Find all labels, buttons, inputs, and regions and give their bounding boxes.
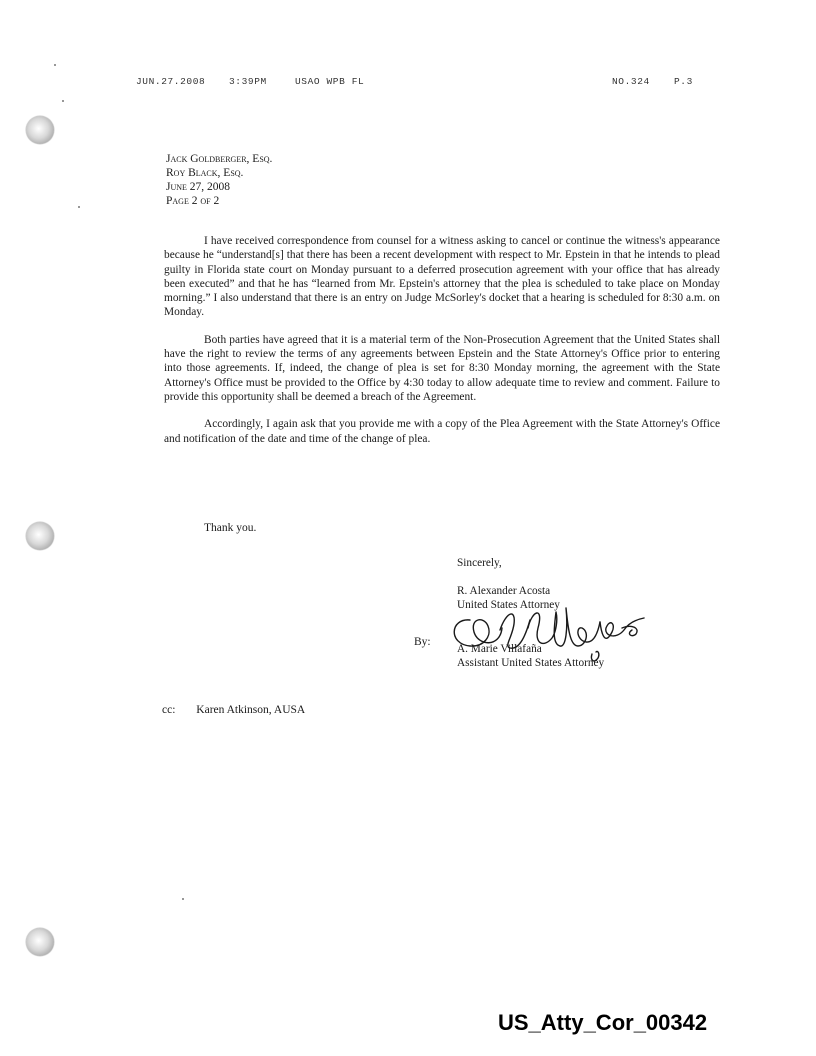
us-attorney-title: United States Attorney (457, 599, 560, 611)
letter-date: June 27, 2008 (166, 181, 231, 193)
cc-recipient: Karen Atkinson, AUSA (196, 704, 306, 716)
body-paragraph: I have received correspondence from counsel for a witness asking to cancel or continue the witness's appearance because he “understand[s] that there has been a recent development with respect to Mr. Epstein in that he intends to plead guilty in Florida state court on Monday pursuant to a deferred prosecution agreement with your office that has already been executed” and that he has “learned from Mr. Epstein's attorney that the plea is scheduled to take place on Monday morning.” I also understand that there is an entry on Judge McSorley's docket that a hearing is scheduled for 8:30 a.m. on Monday. (164, 235, 720, 319)
signer-title: Assistant United States Attorney (457, 657, 605, 669)
body-paragraph: Accordingly, I again ask that you provide me with a copy of the Plea Agreement with the State Attorney's Office and notification of the date and time of the change of plea. (164, 418, 720, 445)
fax-time: 3:39PM (229, 76, 267, 87)
body-paragraph: Both parties have agreed that it is a material term of the Non-Prosecution Agreement that the United States shall have the right to review the terms of any agreements between Epstein and the State Attorney's Office prior to entering into those agreements. If, indeed, the change of plea is set for 8:30 Monday morning, the agreement with the State Attorney's Office must be provided to the Office by 4:30 today to allow adequate time to review and comment. Failure to provide this opportunity shall be deemed a breach of the Agreement. (164, 333, 720, 403)
addressee-line: Jack Goldberger, Esq. (166, 153, 273, 165)
us-attorney-name: R. Alexander Acosta (457, 585, 551, 597)
fax-date: JUN.27.2008 (136, 76, 206, 87)
handwritten-signature (440, 588, 670, 668)
punch-hole-icon (26, 116, 54, 144)
addressee-line: Roy Black, Esq. (166, 167, 244, 179)
by-label: By: (414, 636, 431, 648)
letter-body (164, 234, 720, 459)
scan-speck (54, 64, 56, 66)
scan-speck (78, 206, 80, 208)
scan-speck (62, 100, 64, 102)
fax-number: NO.324 (612, 76, 650, 87)
closing-salutation: Sincerely, (457, 557, 502, 569)
thank-you: Thank you. (204, 522, 257, 534)
bates-number: US_Atty_Cor_00342 (498, 1010, 708, 1035)
cc-line (162, 704, 305, 716)
scan-speck (182, 898, 184, 900)
fax-header (136, 76, 776, 90)
fax-page: P.3 (674, 76, 693, 87)
punch-hole-icon (26, 522, 54, 550)
cc-label: cc: (162, 704, 176, 716)
punch-hole-icon (26, 928, 54, 956)
addressee-block (166, 152, 272, 208)
fax-sender: USAO WPB FL (295, 76, 365, 87)
page-indicator: Page 2 of 2 (166, 195, 220, 207)
signer-name: A. Marie Villafaña (457, 643, 542, 655)
